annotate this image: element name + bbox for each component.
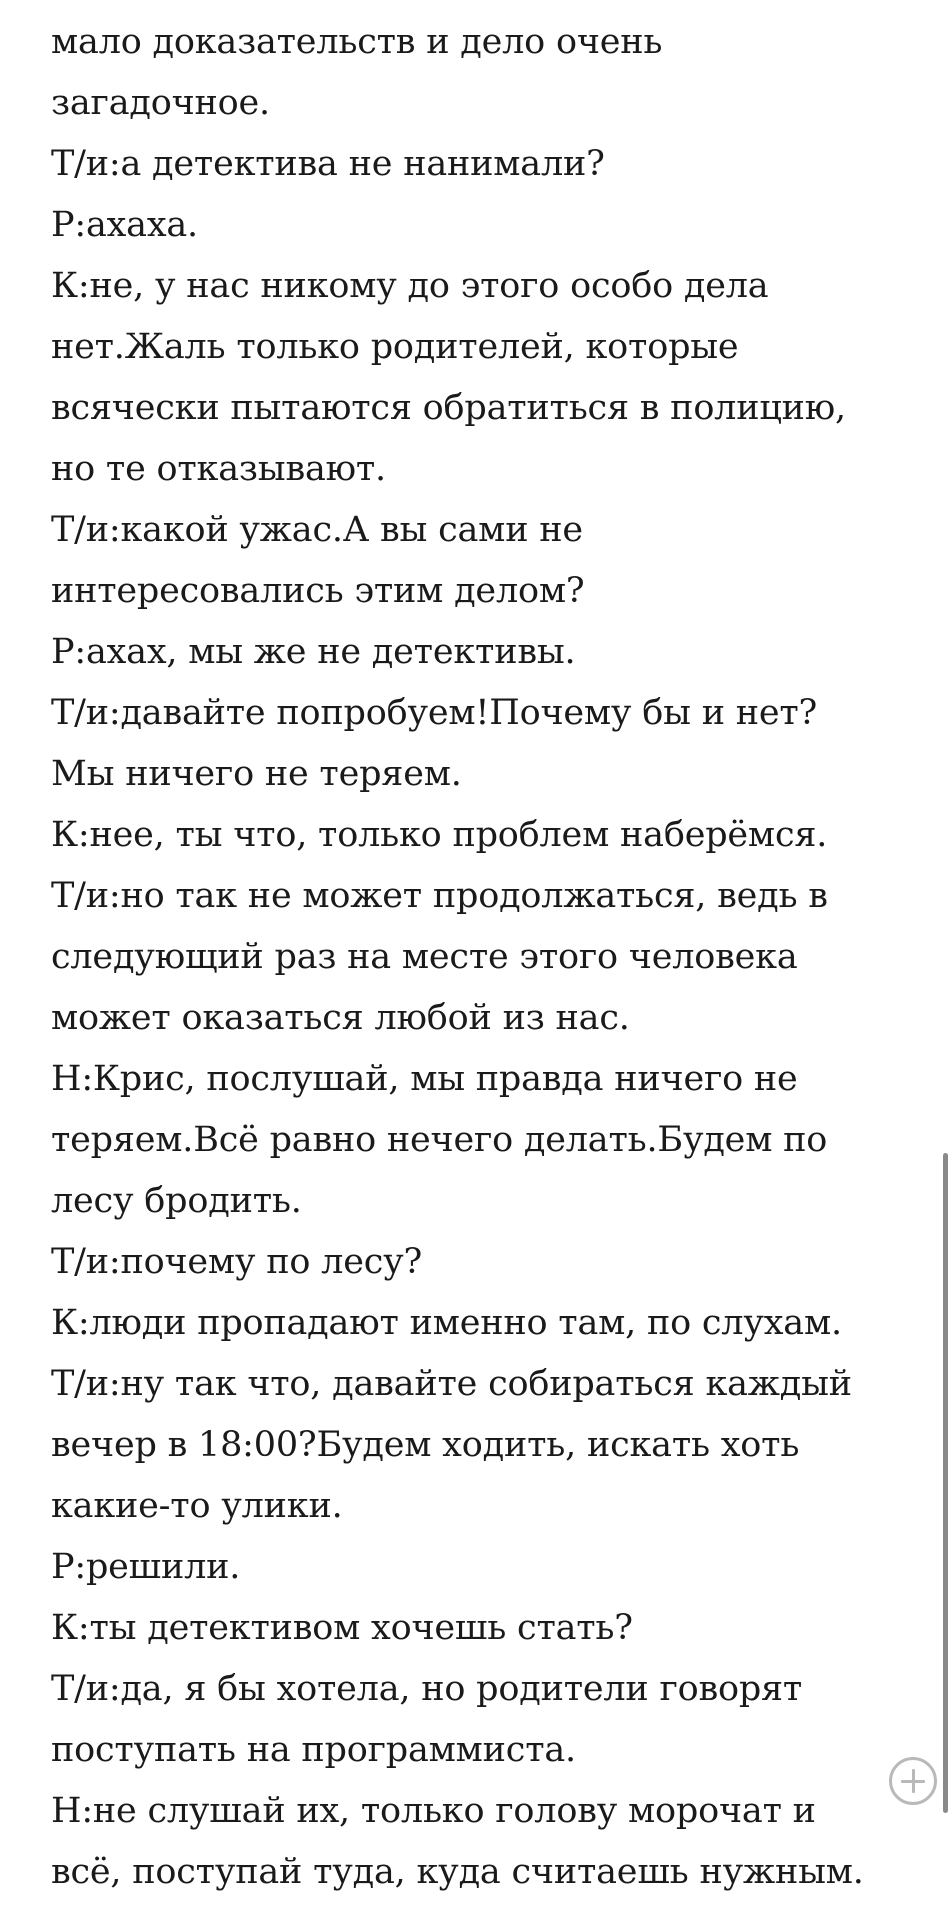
text-line: К:люди пропадают именно там, по слухам.: [51, 1303, 842, 1343]
text-line: следующий раз на месте этого человека: [51, 937, 798, 977]
text-line: нет.Жаль только родителей, которые: [51, 327, 739, 367]
text-line: Т/и:какой ужас.А вы сами не: [51, 510, 583, 550]
text-line: Т/и:но так не может продолжаться, ведь в: [51, 876, 828, 916]
text-line: Т/и:давайте попробуем!Почему бы и нет?: [51, 693, 818, 733]
text-line: Т/и:а детектива не нанимали?: [51, 144, 605, 184]
text-line: К:не, у нас никому до этого особо дела: [51, 266, 769, 306]
text-line: но те отказывают.: [51, 449, 386, 489]
text-line: Т/и:ну так что, давайте собираться каждый: [51, 1364, 852, 1404]
text-line: всячески пытаются обратиться в полицию,: [51, 388, 846, 428]
text-line: лесу бродить.: [51, 1181, 302, 1221]
text-line: Мы ничего не теряем.: [51, 754, 462, 794]
text-line: теряем.Всё равно нечего делать.Будем по: [51, 1120, 828, 1160]
text-line: какие-то улики.: [51, 1486, 343, 1526]
text-line: интересовались этим делом?: [51, 571, 585, 611]
article-text: [51, 12, 911, 1903]
text-line: мало доказательств и дело очень: [51, 22, 663, 62]
text-line: поступать на программиста.: [51, 1730, 576, 1770]
text-line: Р:ахах, мы же не детективы.: [51, 632, 576, 672]
text-line: Р:ахаха.: [51, 205, 198, 245]
text-line: может оказаться любой из нас.: [51, 998, 630, 1038]
text-line: Р:решили.: [51, 1547, 241, 1587]
text-line: всё, поступай туда, куда считаешь нужным.: [51, 1852, 864, 1892]
text-line: загадочное.: [51, 83, 270, 123]
text-line: К:нее, ты что, только проблем наберёмся.: [51, 815, 828, 855]
scrollbar-thumb[interactable]: [943, 1153, 948, 1813]
text-line: вечер в 18:00?Будем ходить, искать хоть: [51, 1425, 800, 1465]
plus-circle-icon[interactable]: [889, 1757, 937, 1805]
text-line: Н:Крис, послушай, мы правда ничего не: [51, 1059, 798, 1099]
text-line: Н:не слушай их, только голову морочат и: [51, 1791, 816, 1831]
text-line: К:ты детективом хочешь стать?: [51, 1608, 633, 1648]
text-line: Т/и:почему по лесу?: [51, 1242, 423, 1282]
text-line: Т/и:да, я бы хотела, но родители говорят: [51, 1669, 803, 1709]
